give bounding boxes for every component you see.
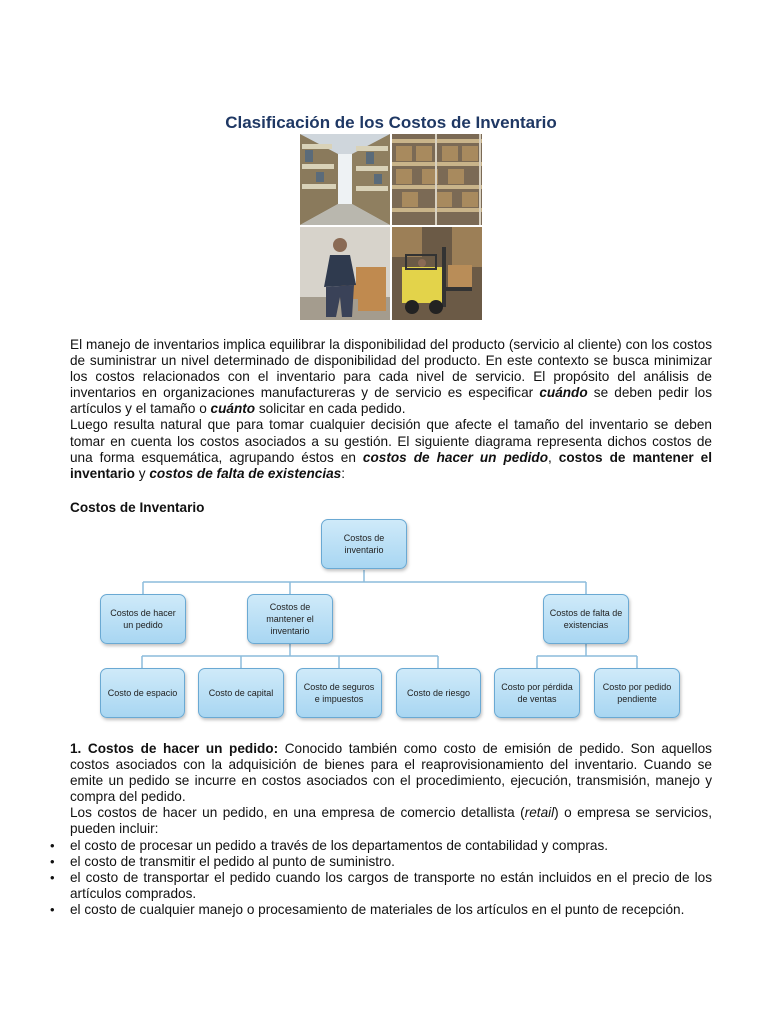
page-title: Clasificación de los Costos de Inventario (225, 113, 557, 132)
diagram-node-backorder-cost: Costo por pedido pendiente (594, 668, 680, 718)
forklift-photo (392, 227, 482, 320)
diagram-node-lost-sales-cost: Costo por pérdida de ventas (494, 668, 580, 718)
diagram-node-order-costs: Costos de hacer un pedido (100, 594, 186, 644)
diagram-heading: Costos de Inventario (70, 500, 205, 515)
list-item: • el costo de cualquier manejo o procesamiento de materiales de los artículos en el punto de recepción. (50, 902, 712, 918)
worker-boxes-photo (300, 227, 390, 320)
intro-paragraph-1: El manejo de inventarios implica equilibrar la disponibilidad del producto (servicio al cliente) con los costos de suministrar un nivel determinado de disponibilidad del producto. En este contexto se busca minimizar los costos relacionados con el inventario para cada nivel de servicio. El propósito del análisis de inventarios en organizaciones manufactureras y de servicio es especificar cuándo se deben pedir los artículos y el tamaño o cuánto solicitar en cada pedido. (70, 337, 712, 417)
list-item: • el costo de transmitir el pedido al punto de suministro. (50, 854, 712, 870)
section-1-heading: 1. Costos de hacer un pedido: (70, 741, 279, 756)
list-item: • el costo de transportar el pedido cuando los cargos de transporte no están incluidos en el precio de los artículos comprados. (50, 870, 712, 902)
list-item: • el costo de procesar un pedido a través de los departamentos de contabilidad y compras. (50, 838, 712, 854)
intro-text (70, 337, 712, 482)
section-1-paragraph-2: Los costos de hacer un pedido, en una empresa de comercio detallista (retail) o empresa se servicios, pueden incluir: (70, 805, 712, 837)
diagram-node-space-cost: Costo de espacio (100, 668, 185, 718)
diagram-node-holding-costs: Costos de mantener el inventario (247, 594, 333, 644)
when-emphasis: cuándo (539, 385, 588, 401)
order-costs-emphasis: costos de hacer un pedido (362, 449, 549, 465)
warehouse-photo-collage (300, 134, 482, 320)
diagram-node-capital-cost: Costo de capital (198, 668, 284, 718)
diagram-node-root: Costos de inventario (321, 519, 407, 569)
holding-costs-emphasis: costos de mantener el inventario (70, 449, 713, 481)
retail-emphasis: retail (524, 805, 555, 821)
diagram-node-shortage-costs: Costos de falta de existencias (543, 594, 629, 644)
diagram-node-insurance-tax-cost: Costo de seguros e impuestos (296, 668, 382, 718)
order-costs-list (50, 838, 712, 918)
shortage-costs-emphasis: costos de falta de existencias (149, 465, 342, 481)
section-1-paragraph-1: 1. Costos de hacer un pedido: Conocido también como costo de emisión de pedido. Son aquellos costos asociados con la adquisición de bienes para el reaprovisionamiento del inventario. Cuando se emite un pedido se incurre en costos asociados con el procedimiento, ejecución, transmisión, manejo y compra del pedido. (70, 741, 712, 805)
diagram-node-risk-cost: Costo de riesgo (396, 668, 481, 718)
warehouse-shelves-photo (392, 134, 482, 225)
how-much-emphasis: cuánto (210, 401, 256, 417)
warehouse-aisle-photo (300, 134, 390, 225)
section-order-costs (70, 741, 712, 838)
intro-paragraph-2: Luego resulta natural que para tomar cualquier decisión que afecte el tamaño del inventario se deben tomar en cuenta los costos asociados a su gestión. El siguiente diagrama representa dichos costos de una forma esquemática, agrupando éstos en costos de hacer un pedido, costos de mantener el inventario y costos de falta de existencias: (70, 417, 713, 481)
